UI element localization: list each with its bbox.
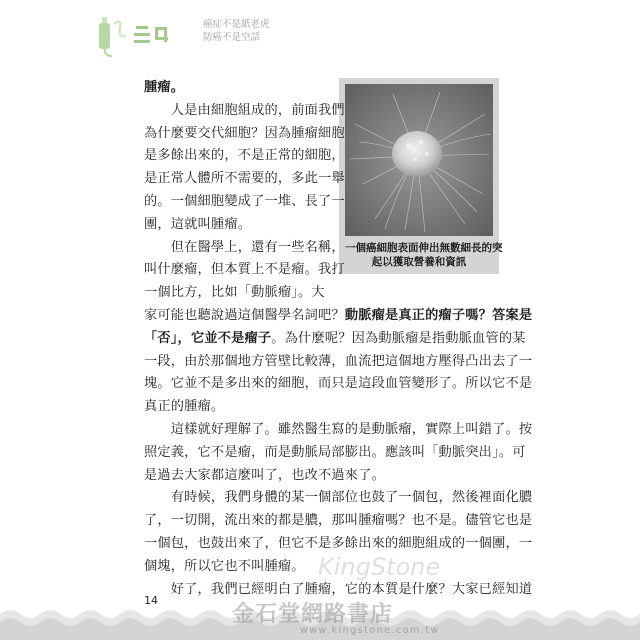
- body-line: [144, 99, 345, 118]
- text-run: 一個比方，比如「動脈瘤」。大: [144, 285, 325, 301]
- body-line: [144, 372, 532, 391]
- text-run: 是過去大家都這麼叫了，也改不過來了。: [144, 467, 385, 483]
- body-line: [144, 236, 345, 255]
- body-line: [144, 213, 251, 232]
- figure-caption: [345, 241, 503, 269]
- body-line: [144, 76, 184, 95]
- body-line: [144, 144, 345, 163]
- header-subtitle-line: 防癌不是空話: [203, 32, 261, 43]
- body-line: [144, 122, 345, 141]
- body-line: [144, 464, 385, 483]
- text-run: 一段，由於那個地方管壁比較薄，血流把這個地方壓得凸出去了一: [144, 353, 533, 369]
- body-line: [144, 281, 325, 300]
- text-run: 塊。它並不是多出來的細胞，而只是這段血管變形了。所以它不是: [144, 376, 533, 392]
- body-line: [144, 304, 532, 323]
- body-line: [144, 555, 305, 574]
- iv-bottle-icon: [99, 17, 126, 56]
- text-run: 是正常人體所不需要的，多此一舉: [144, 171, 345, 187]
- body-line: [144, 486, 532, 505]
- text-run: 。為什麼呢？因為動脈瘤是指動脈血管的某: [271, 330, 526, 346]
- body-line: [144, 532, 532, 551]
- body-line: [144, 350, 532, 369]
- text-run: 的。一個細胞變成了一堆、長了一: [144, 194, 345, 209]
- body-line: [144, 418, 532, 437]
- watermark-brand: KingStone: [318, 553, 441, 581]
- header-subtitle-line: 癌症不是紙老虎: [203, 19, 270, 30]
- page-number: 14: [144, 594, 158, 607]
- body-line: [144, 167, 345, 186]
- text-run: 個塊，所以它也不叫腫瘤。: [144, 558, 305, 574]
- text-run: 是多餘出來的，不是正常的細胞，: [144, 148, 345, 164]
- text-run: 為什麼要交代細胞？因為腫瘤細胞: [144, 125, 345, 141]
- cancer-cell-photo: [345, 84, 493, 236]
- text-run: 了，一切開，流出來的都是膿，那叫腫瘤嗎？也不是。儘管它也是: [144, 513, 533, 529]
- text-run: 團，這就叫腫瘤。: [144, 216, 252, 232]
- cancer-cell-image: [345, 84, 493, 236]
- header-subtitle: [203, 18, 270, 44]
- text-run: 照定義，它不是瘤，而是動脈局部膨出。應該叫「動脈突出」。可: [144, 444, 526, 460]
- text-run: 好了，我們已經明白了腫瘤，它的本質是什麼？大家已經知道: [144, 581, 533, 597]
- bold-text-run: 「否」，它並不是瘤子: [144, 330, 272, 346]
- body-line: [144, 395, 224, 414]
- book-series-logo: [96, 14, 188, 58]
- text-run: 一個包，也鼓出來了，但它不是多餘出來的細胞組成的一個團，一: [144, 536, 533, 551]
- watermark-url: www.kingstone.com.tw: [300, 625, 440, 636]
- body-line: [144, 509, 532, 528]
- text-run: 這樣就好理解了。雖然醫生寫的是動脈瘤，實際上叫錯了。按: [144, 422, 533, 437]
- bold-text-run: 腫瘤。: [144, 80, 185, 95]
- body-line: [144, 190, 345, 209]
- caption-line: 一個癌細胞表面伸出無數細長的突: [345, 242, 503, 254]
- text-run: 但在醫學上，還有一些名稱，: [144, 239, 345, 255]
- text-run: 人是由細胞組成的，前面我們: [144, 102, 345, 118]
- body-line: [144, 441, 526, 460]
- text-run: 真正的腫瘤。: [144, 399, 225, 415]
- watermark-store-name: 金石堂網路書店: [232, 602, 394, 627]
- figure-cancer-cell: [339, 78, 503, 274]
- body-line: [144, 258, 345, 277]
- body-line: [144, 327, 526, 346]
- caption-line: 起以獲取營養和資訊: [371, 256, 467, 268]
- text-run: 家可能也聽說過這個醫學名詞吧？: [144, 308, 345, 323]
- series-mark-glyphs: [134, 26, 168, 43]
- text-run: 有時候，我們身體的某一個部位也鼓了一個包，然後裡面化膿: [144, 490, 533, 506]
- bold-text-run: 動脈瘤是真正的瘤子嗎？答案是: [344, 308, 533, 323]
- text-run: 叫什麼瘤，但本質上不是瘤。我打: [144, 262, 345, 278]
